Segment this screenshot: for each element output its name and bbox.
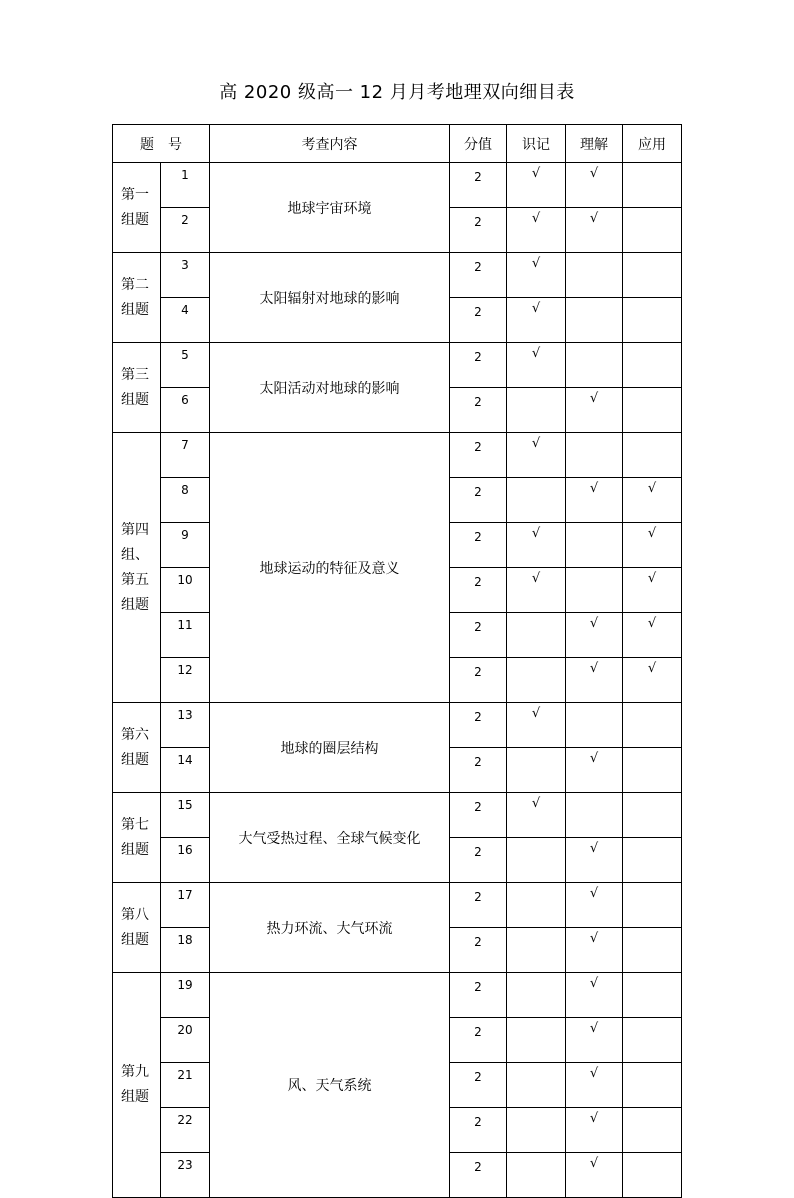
header-recall: 识记 [507, 125, 566, 163]
recall-check-cell: √ [507, 523, 566, 568]
understand-check-cell: √ [566, 748, 623, 793]
score-cell: 2 [450, 1153, 507, 1198]
recall-check-cell: √ [507, 793, 566, 838]
question-number-cell: 18 [161, 928, 210, 973]
question-number-cell: 21 [161, 1063, 210, 1108]
score-cell: 2 [450, 838, 507, 883]
score-cell: 2 [450, 478, 507, 523]
header-row [113, 125, 682, 163]
understand-check-cell: √ [566, 883, 623, 928]
question-number-cell: 8 [161, 478, 210, 523]
recall-check-cell [507, 478, 566, 523]
recall-check-cell [507, 388, 566, 433]
apply-check-cell [623, 748, 682, 793]
understand-check-cell: √ [566, 613, 623, 658]
question-number-cell: 3 [161, 253, 210, 298]
recall-check-cell [507, 613, 566, 658]
question-number-cell: 5 [161, 343, 210, 388]
recall-check-cell [507, 1153, 566, 1198]
apply-check-cell: √ [623, 658, 682, 703]
header-understand: 理解 [566, 125, 623, 163]
score-cell: 2 [450, 208, 507, 253]
apply-check-cell [623, 343, 682, 388]
apply-check-cell [623, 1018, 682, 1063]
question-number-cell: 17 [161, 883, 210, 928]
spec-table [112, 124, 682, 1198]
understand-check-cell: √ [566, 1108, 623, 1153]
question-number-cell: 12 [161, 658, 210, 703]
apply-check-cell [623, 973, 682, 1018]
score-cell: 2 [450, 658, 507, 703]
apply-check-cell [623, 388, 682, 433]
header-score: 分值 [450, 125, 507, 163]
question-number-cell: 14 [161, 748, 210, 793]
score-cell: 2 [450, 1063, 507, 1108]
apply-check-cell: √ [623, 478, 682, 523]
question-number-cell: 6 [161, 388, 210, 433]
table-row [113, 703, 682, 748]
score-cell: 2 [450, 1108, 507, 1153]
understand-check-cell [566, 343, 623, 388]
recall-check-cell: √ [507, 163, 566, 208]
apply-check-cell [623, 433, 682, 478]
topic-cell: 太阳辐射对地球的影响 [210, 253, 450, 343]
table-row [113, 253, 682, 298]
understand-check-cell [566, 523, 623, 568]
recall-check-cell: √ [507, 433, 566, 478]
score-cell: 2 [450, 298, 507, 343]
apply-check-cell [623, 253, 682, 298]
understand-check-cell: √ [566, 973, 623, 1018]
score-cell: 2 [450, 748, 507, 793]
header-apply: 应用 [623, 125, 682, 163]
recall-check-cell [507, 1063, 566, 1108]
score-cell: 2 [450, 973, 507, 1018]
table-body [113, 163, 682, 1198]
recall-check-cell [507, 838, 566, 883]
score-cell: 2 [450, 433, 507, 478]
question-number-cell: 10 [161, 568, 210, 613]
apply-check-cell [623, 703, 682, 748]
table-row [113, 973, 682, 1018]
understand-check-cell: √ [566, 208, 623, 253]
recall-check-cell [507, 883, 566, 928]
understand-check-cell: √ [566, 163, 623, 208]
understand-check-cell: √ [566, 928, 623, 973]
apply-check-cell [623, 928, 682, 973]
understand-check-cell: √ [566, 1018, 623, 1063]
understand-check-cell: √ [566, 838, 623, 883]
topic-cell: 地球的圈层结构 [210, 703, 450, 793]
question-number-cell: 16 [161, 838, 210, 883]
recall-check-cell: √ [507, 298, 566, 343]
header-question-number: 题 号 [113, 125, 210, 163]
question-number-cell: 22 [161, 1108, 210, 1153]
topic-cell: 地球运动的特征及意义 [210, 433, 450, 703]
apply-check-cell: √ [623, 523, 682, 568]
score-cell: 2 [450, 1018, 507, 1063]
score-cell: 2 [450, 388, 507, 433]
recall-check-cell [507, 658, 566, 703]
score-cell: 2 [450, 163, 507, 208]
understand-check-cell [566, 298, 623, 343]
recall-check-cell: √ [507, 253, 566, 298]
topic-cell: 热力环流、大气环流 [210, 883, 450, 973]
question-number-cell: 9 [161, 523, 210, 568]
question-number-cell: 7 [161, 433, 210, 478]
group-name-cell: 第七 组题 [113, 793, 161, 883]
understand-check-cell: √ [566, 478, 623, 523]
recall-check-cell [507, 928, 566, 973]
score-cell: 2 [450, 793, 507, 838]
question-number-cell: 2 [161, 208, 210, 253]
question-number-cell: 11 [161, 613, 210, 658]
recall-check-cell [507, 973, 566, 1018]
apply-check-cell [623, 793, 682, 838]
score-cell: 2 [450, 703, 507, 748]
understand-check-cell [566, 703, 623, 748]
understand-check-cell: √ [566, 1063, 623, 1108]
apply-check-cell [623, 1108, 682, 1153]
recall-check-cell [507, 748, 566, 793]
topic-cell: 太阳活动对地球的影响 [210, 343, 450, 433]
score-cell: 2 [450, 343, 507, 388]
understand-check-cell: √ [566, 658, 623, 703]
apply-check-cell [623, 883, 682, 928]
apply-check-cell [623, 163, 682, 208]
apply-check-cell [623, 1153, 682, 1198]
apply-check-cell [623, 298, 682, 343]
question-number-cell: 15 [161, 793, 210, 838]
apply-check-cell [623, 208, 682, 253]
group-name-cell: 第八 组题 [113, 883, 161, 973]
understand-check-cell [566, 568, 623, 613]
topic-cell: 风、天气系统 [210, 973, 450, 1198]
table-row [113, 883, 682, 928]
document-title: 高 2020 级高一 12 月月考地理双向细目表 [219, 82, 575, 103]
question-number-cell: 23 [161, 1153, 210, 1198]
score-cell: 2 [450, 523, 507, 568]
table-row [113, 793, 682, 838]
group-name-cell: 第一 组题 [113, 163, 161, 253]
score-cell: 2 [450, 253, 507, 298]
table-row [113, 343, 682, 388]
understand-check-cell [566, 253, 623, 298]
question-number-cell: 4 [161, 298, 210, 343]
topic-cell: 大气受热过程、全球气候变化 [210, 793, 450, 883]
question-number-cell: 1 [161, 163, 210, 208]
understand-check-cell [566, 433, 623, 478]
apply-check-cell [623, 838, 682, 883]
table-row [113, 163, 682, 208]
group-name-cell: 第九 组题 [113, 973, 161, 1198]
understand-check-cell: √ [566, 1153, 623, 1198]
apply-check-cell: √ [623, 568, 682, 613]
apply-check-cell: √ [623, 613, 682, 658]
group-name-cell: 第六 组题 [113, 703, 161, 793]
group-name-cell: 第三 组题 [113, 343, 161, 433]
table-row [113, 433, 682, 478]
recall-check-cell: √ [507, 343, 566, 388]
group-name-cell: 第四 组、 第五 组题 [113, 433, 161, 703]
recall-check-cell [507, 1108, 566, 1153]
recall-check-cell [507, 1018, 566, 1063]
topic-cell: 地球宇宙环境 [210, 163, 450, 253]
recall-check-cell: √ [507, 703, 566, 748]
question-number-cell: 19 [161, 973, 210, 1018]
recall-check-cell: √ [507, 568, 566, 613]
header-content: 考查内容 [210, 125, 450, 163]
score-cell: 2 [450, 568, 507, 613]
understand-check-cell [566, 793, 623, 838]
question-number-cell: 20 [161, 1018, 210, 1063]
recall-check-cell: √ [507, 208, 566, 253]
group-name-cell: 第二 组题 [113, 253, 161, 343]
apply-check-cell [623, 1063, 682, 1108]
score-cell: 2 [450, 928, 507, 973]
understand-check-cell: √ [566, 388, 623, 433]
question-number-cell: 13 [161, 703, 210, 748]
score-cell: 2 [450, 613, 507, 658]
score-cell: 2 [450, 883, 507, 928]
